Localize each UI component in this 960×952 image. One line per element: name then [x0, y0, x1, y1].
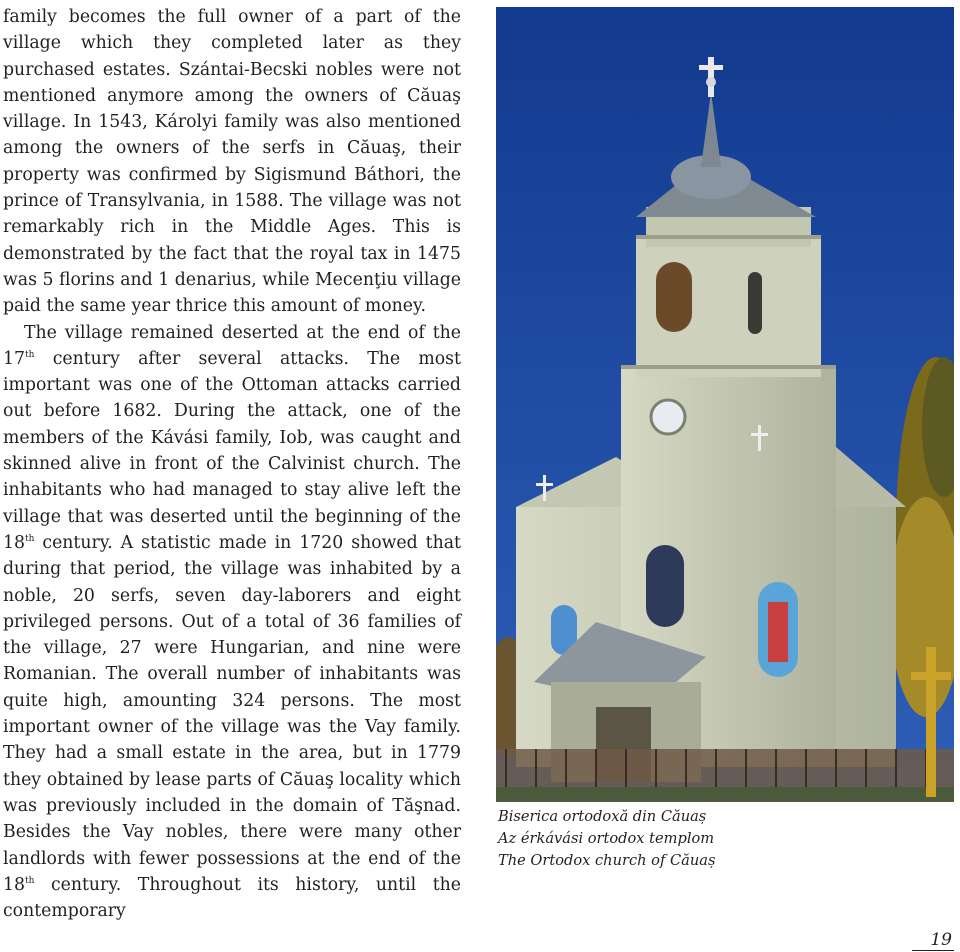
belfry-window [656, 262, 692, 332]
church-photo [496, 7, 954, 802]
round-window [651, 400, 685, 434]
paragraph-2 [3, 320, 461, 925]
wooden-cross [926, 647, 936, 797]
paragraph-2-part-d: century. Throughout its history, until the contemporary [3, 874, 461, 922]
caption-romanian: Biserica ortodoxă din Căuaș [498, 808, 707, 825]
page-number: 19 [930, 930, 952, 950]
photo-caption [498, 806, 918, 872]
caption-hungarian: Az érkávási ortodox templom [498, 830, 715, 847]
paragraph-1: family becomes the full owner of a part of the village which they completed later as they purchased estates. Szántai-Becski nobles were not mentioned anymore among the owners of Căuaş village. In 1543, Károlyi family was also mentioned among the owners of the serfs in Căuaş, their property was confirmed by Sigismund Báthori, the prince of Transylvania, in 1588. The village was not remarkably rich in the Middle Ages. This is demonstrated by the fact that the royal tax in 1475 was 5 florins and 1 denarius, while Mecenţiu village paid the same year thrice this amount of money. [3, 7, 461, 317]
belfry-window-side [748, 272, 762, 334]
ordinal-suffix: th [25, 533, 35, 544]
body-text-column [3, 4, 461, 924]
spire-ball [706, 77, 716, 87]
ordinal-suffix: th [25, 349, 35, 360]
fence [496, 749, 954, 787]
page-number-rule [912, 950, 954, 951]
ground [496, 787, 954, 802]
paragraph-2-part-b: century after several attacks. The most important was one of the Ottoman attacks carried out before 1682. During the attack, one of the members of the Kávási family, Iob, was caught and skinned alive in front of the Calvinist church. The inhabitants who had managed to stay alive left the village that was deserted until the beginning of the 18 [3, 348, 461, 553]
paragraph-2-part-a: The village remained deserted at the end of the 17 [3, 322, 461, 369]
caption-english: The Ortodox church of Căuaș [498, 852, 716, 869]
paragraph-2-part-c: century. A statistic made in 1720 showed that during that period, the village was inhabited by a noble, 20 serfs, seven day-laborers and eight privileged persons. Out of a total of 36 families of the village, 27 were Hungarian, and nine were Romanian. The overall number of inhabitants was quite high, amounting 324 persons. The most important owner of the village was the Vay family. They had a small estate in the area, but in 1779 they obtained by lease parts of Căuaş locality which was previously included in the domain of Tăşnad. Besides the Vay nobles, there were many other landlords with fewer possessions at the end of the 18 [3, 532, 461, 895]
ordinal-suffix: th [25, 875, 35, 886]
facade-window [646, 545, 684, 627]
